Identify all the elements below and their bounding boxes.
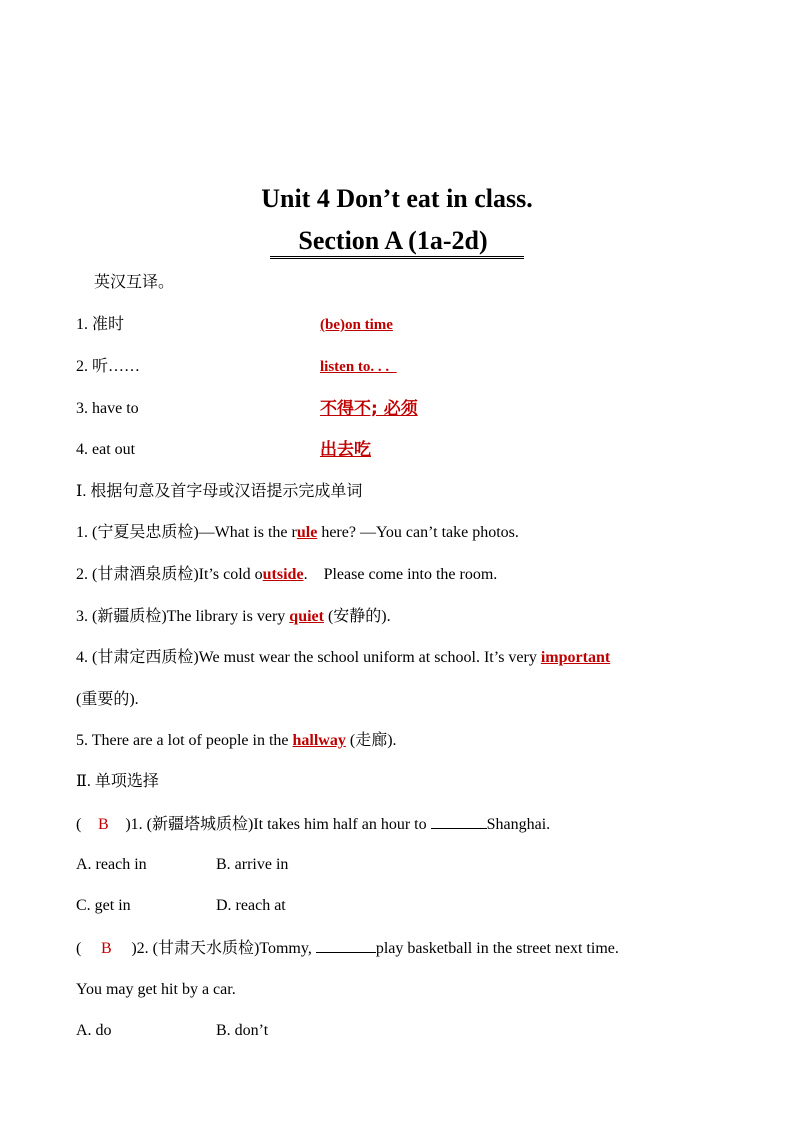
option-b: B. don’t — [216, 1022, 269, 1039]
fill-question-3 — [76, 606, 391, 628]
fill-question-4-cont — [76, 689, 139, 711]
question-text: (走廊). — [345, 732, 397, 749]
part0-heading: 英汉互译。 — [94, 274, 175, 291]
vocab-label: 2. 听…… — [76, 358, 141, 375]
part2-heading: Ⅱ. 单项选择 — [76, 773, 159, 790]
question-text: You may get hit by a car. — [76, 981, 236, 998]
answer-blank — [316, 938, 376, 953]
question-text: here? —You can’t take photos. — [317, 524, 519, 541]
question-text: 4. (甘肃定西质检)We must wear the school uniform at school. It’s very — [76, 649, 541, 666]
vocab-label: 1. 准时 — [76, 316, 125, 333]
answer: quiet — [289, 608, 324, 625]
option-d: D. reach at — [216, 897, 286, 914]
answer-blank — [431, 814, 487, 829]
question-text: )1. (新疆塔城质检)It takes him half an hour to — [125, 816, 431, 833]
section-title — [0, 226, 794, 256]
fill-question-4 — [76, 647, 610, 669]
choice-question-2 — [76, 938, 619, 960]
option-c: C. get in — [76, 897, 131, 914]
vocab-answer: listen to. . . — [320, 359, 397, 375]
answer: important — [540, 649, 611, 666]
choice-answer: B — [100, 940, 112, 957]
vocab-answer: 出去吃 — [320, 440, 371, 460]
options-row — [76, 854, 289, 876]
question-text: 2. (甘肃酒泉质检)It’s cold o — [76, 566, 263, 583]
fill-question-1 — [76, 522, 519, 544]
section-title-text: Section A (1a-2d) — [270, 226, 523, 259]
answer: hallway — [292, 732, 346, 749]
answer: utside — [262, 566, 304, 583]
options-row — [76, 1020, 269, 1042]
question-text: 5. There are a lot of people in the — [76, 732, 293, 749]
vocab-item-1 — [76, 314, 393, 336]
options-row — [76, 895, 286, 917]
answer: ule — [296, 524, 318, 541]
fill-question-5 — [76, 730, 397, 752]
question-text: . Please come into the room. — [303, 566, 498, 583]
unit-title: Unit 4 Don’t eat in class. — [261, 184, 533, 213]
option-a: A. do — [76, 1022, 112, 1039]
question-text: Shanghai. — [486, 816, 551, 833]
vocab-item-4 — [76, 439, 371, 461]
choice-answer: B — [97, 816, 109, 833]
vocab-label: 3. have to — [76, 400, 139, 417]
question-text: 1. (宁夏吴忠质检)—What is the r — [76, 524, 297, 541]
paren: ( — [76, 940, 82, 957]
paren: ( — [76, 816, 82, 833]
question-text: play basketball in the street next time. — [375, 940, 619, 957]
choice-question-2-cont — [76, 979, 236, 1001]
vocab-item-2 — [76, 356, 397, 378]
choice-question-1 — [76, 814, 550, 836]
fill-question-2 — [76, 564, 497, 586]
part1-heading: Ⅰ. 根据句意及首字母或汉语提示完成单词 — [76, 483, 363, 500]
vocab-label: 4. eat out — [76, 441, 136, 458]
vocab-answer: (be)on time — [320, 317, 393, 333]
vocab-item-3 — [76, 398, 418, 420]
vocab-answer: 不得不; 必须 — [320, 399, 418, 419]
question-text: 3. (新疆质检)The library is very — [76, 608, 290, 625]
question-text: (安静的). — [323, 608, 391, 625]
option-a: A. reach in — [76, 856, 147, 873]
option-b: B. arrive in — [216, 856, 289, 873]
question-text: (重要的). — [76, 691, 139, 708]
question-text: )2. (甘肃天水质检)Tommy, — [131, 940, 316, 957]
